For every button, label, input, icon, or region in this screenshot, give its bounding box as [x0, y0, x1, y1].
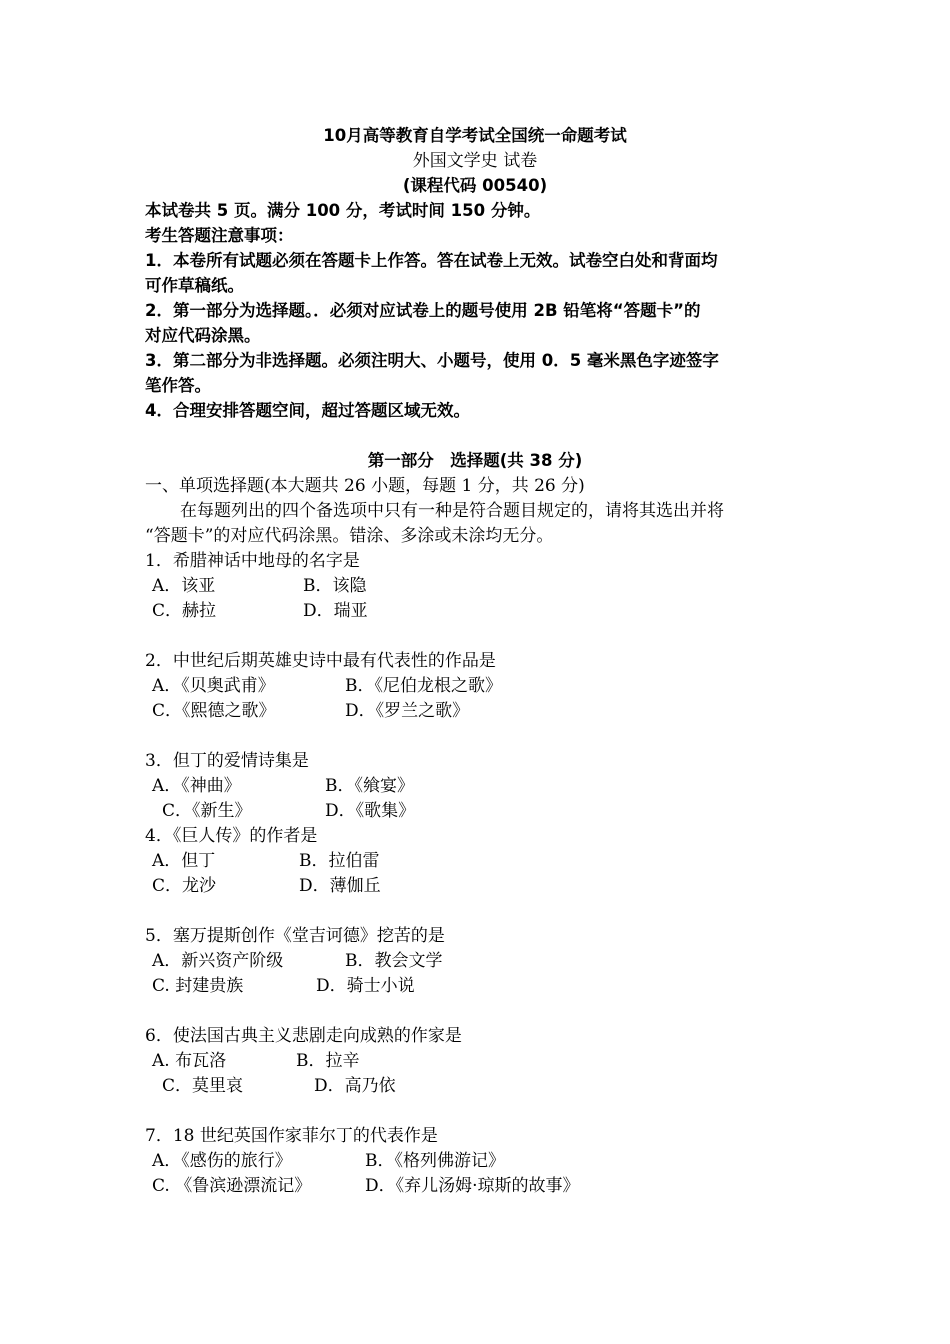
option-d: D．高乃依	[314, 1076, 396, 1096]
question-stem: 6．使法国古典主义悲剧走向成熟的作家是	[145, 1026, 462, 1046]
notice-title: 考生答题注意事项：	[145, 226, 294, 245]
option-d: D．骑士小说	[316, 976, 415, 996]
option-b: B．教会文学	[345, 951, 443, 971]
question-stem: 4．《巨人传》的作者是	[145, 826, 318, 846]
option-b: B．《格列佛游记》	[365, 1151, 505, 1171]
option-d: D．瑞亚	[303, 601, 368, 621]
question-stem: 3．但丁的爱情诗集是	[145, 751, 309, 771]
option-a: A. 布瓦洛	[152, 1051, 227, 1071]
option-c: C. 封建贵族	[152, 976, 244, 996]
exam-summary: 本试卷共 5 页。满分 100 分，考试时间 150 分钟。	[145, 201, 541, 220]
notice-2-line-2: 对应代码涂黑。	[145, 326, 261, 345]
option-a: A．《神曲》	[152, 776, 241, 796]
notice-2-line-1: 2．第一部分为选择题。．必须对应试卷上的题号使用 2B 铅笔将“答题卡”的	[145, 301, 701, 320]
section-heading: 一、单项选择题(本大题共 26 小题，每题 1 分，共 26 分)	[145, 476, 585, 496]
section-desc-line-1: 在每题列出的四个备选项中只有一种是符合题目规定的，请将其选出并将	[180, 501, 724, 521]
course-code: (课程代码 00540)	[402, 176, 548, 195]
option-c: C．龙沙	[152, 876, 217, 896]
option-b: B．拉伯雷	[299, 851, 380, 871]
notice-3-line-2: 笔作答。	[145, 376, 211, 395]
option-a: A．《贝奥武甫》	[152, 676, 275, 696]
option-c: C. 《鲁滨逊漂流记》	[152, 1176, 312, 1196]
option-c: C．赫拉	[152, 601, 217, 621]
exam-title: 10月高等教育自学考试全国统一命题考试	[323, 126, 627, 145]
part-title: 第一部分 选择题(共 38 分)	[367, 451, 583, 470]
notice-4: 4．合理安排答题空间，超过答题区域无效。	[145, 401, 470, 420]
option-d: D．《弃儿汤姆·琼斯的故事》	[365, 1176, 580, 1196]
option-a: A．《感伤的旅行》	[152, 1151, 292, 1171]
question-stem: 5．塞万提斯创作《堂吉诃德》挖苦的是	[145, 926, 445, 946]
option-b: B．拉辛	[296, 1051, 360, 1071]
option-d: D．薄伽丘	[299, 876, 381, 896]
question-stem: 1．希腊神话中地母的名字是	[145, 551, 360, 571]
option-a: A．新兴资产阶级	[152, 951, 284, 971]
option-d: D．《罗兰之歌》	[345, 701, 470, 721]
exam-subject: 外国文学史 试卷	[412, 151, 538, 171]
option-b: B．《飨宴》	[325, 776, 414, 796]
option-c: C．《新生》	[162, 801, 252, 821]
option-b: B．《尼伯龙根之歌》	[345, 676, 502, 696]
question-stem: 2．中世纪后期英雄史诗中最有代表性的作品是	[145, 651, 496, 671]
notice-1-line-2: 可作草稿纸。	[145, 276, 244, 295]
option-a: A．该亚	[152, 576, 216, 596]
option-c: C．《熙德之歌》	[152, 701, 276, 721]
option-c: C．莫里哀	[162, 1076, 244, 1096]
notice-1-line-1: 1．本卷所有试题必须在答题卡上作答。答在试卷上无效。试卷空白处和背面均	[145, 251, 718, 270]
section-desc-line-2: “答题卡”的对应代码涂黑。错涂、多涂或未涂均无分。	[145, 526, 554, 546]
notice-3-line-1: 3．第二部分为非选择题。必须注明大、小题号，使用 0．5 毫米黑色字迹签字	[145, 351, 719, 370]
option-a: A．但丁	[152, 851, 216, 871]
question-stem: 7．18 世纪英国作家菲尔丁的代表作是	[145, 1126, 438, 1146]
option-d: D．《歌集》	[325, 801, 416, 821]
option-b: B．该隐	[303, 576, 367, 596]
